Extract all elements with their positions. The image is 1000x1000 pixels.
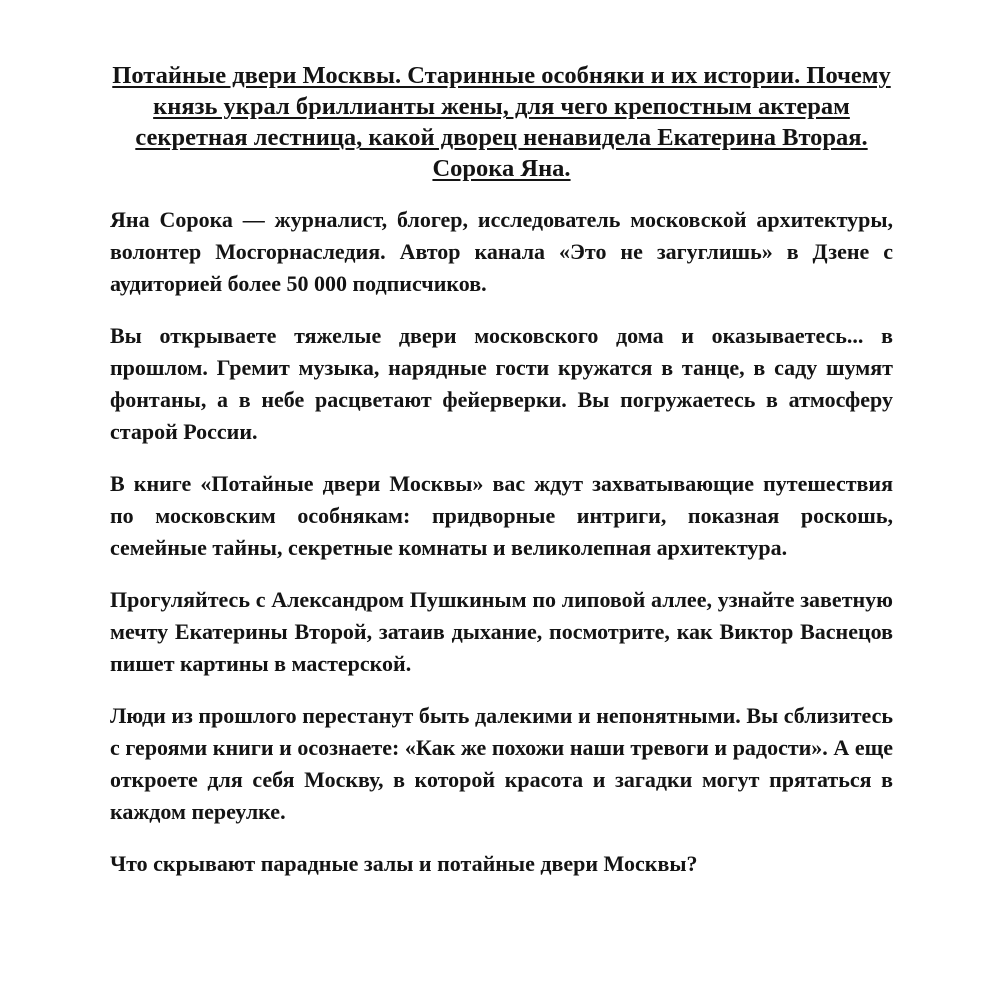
paragraph-book-content: В книге «Потайные двери Москвы» вас ждут захватывающие путешествия по московским особнякам: придворные интриги, показная роскошь, семейные тайны, секретные комнаты и великолепная архитектура. <box>110 471 893 560</box>
document-title: Потайные двери Москвы. Старинные особняки и их истории. Почему князь украл бриллианты жены, для чего крепостным актерам секретная лестница, какой дворец ненавидела Екатерина Вторая. Сорока Яна. <box>112 62 891 182</box>
paragraph-closing-question: Что скрывают парадные залы и потайные двери Москвы? <box>110 851 698 876</box>
paragraph-author-bio: Яна Сорока — журналист, блогер, исследователь московской архитектуры, волонтер Мосгорнаследия. Автор канала «Это не загуглишь» в Дзене с аудиторией более 50 000 подписчиков. <box>110 207 893 296</box>
paragraph-walks: Прогуляйтесь с Александром Пушкиным по липовой аллее, узнайте заветную мечту Екатерины Второй, затаив дыхание, посмотрите, как Виктор Васнецов пишет картины в мастерской. <box>110 587 893 676</box>
paragraph-people: Люди из прошлого перестанут быть далекими и непонятными. Вы сблизитесь с героями книги и осознаете: «Как же похожи наши тревоги и радости». А еще откроете для себя Москву, в которой красота и загадки могут прятаться в каждом переулке. <box>110 703 893 824</box>
paragraph-intro: Вы открываете тяжелые двери московского дома и оказываетесь... в прошлом. Гремит музыка, нарядные гости кружатся в танце, в саду шумят фонтаны, а в небе расцветают фейерверки. Вы погружаетесь в атмосферу старой России. <box>110 323 893 444</box>
document-page <box>110 60 893 900</box>
